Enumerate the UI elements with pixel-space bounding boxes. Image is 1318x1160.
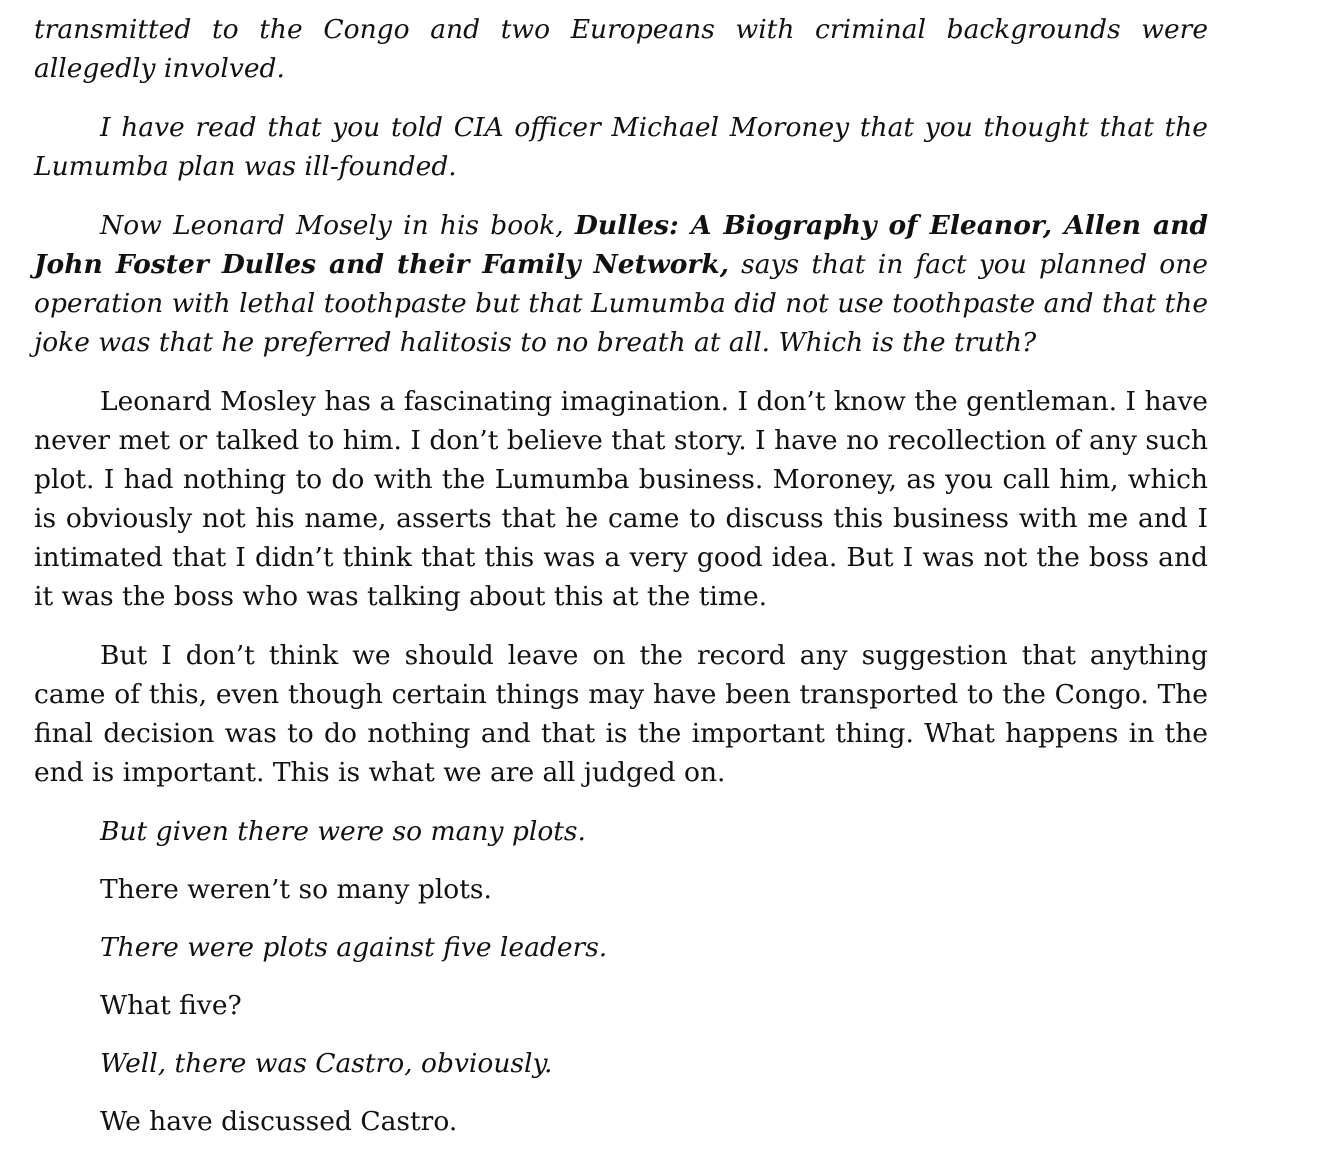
question-line-1: But given there were so many plots. bbox=[100, 816, 586, 847]
question-text-before-title: Now Leonard Mosely in his book, bbox=[100, 210, 575, 241]
answer-line-3: We have discussed Castro. bbox=[100, 1106, 458, 1137]
answer-line-2: What five? bbox=[100, 990, 242, 1021]
question-paragraph-2: I have read that you told CIA officer Michael Moroney that you thought that the Lumumba plan was ill-founded. bbox=[34, 112, 1208, 182]
question-line-2: There were plots against five leaders. bbox=[100, 932, 608, 963]
question-line-3: Well, there was Castro, obviously. bbox=[100, 1048, 553, 1079]
question-paragraph-3 bbox=[34, 206, 1208, 362]
question-text-after-title: says that in fact you planned one operation with lethal toothpaste but that Lumumba did not use toothpaste and that the joke was that he preferred halitosis to no breath at all. Which is the truth? bbox=[34, 249, 1208, 358]
answer-paragraph-2: But I don’t think we should leave on the record any suggestion that anything came of this, even though certain things may have been transported to the Congo. The final decision was to do nothing and that is the important thing. What happens in the end is important. This is what we are all judged on. bbox=[34, 640, 1208, 788]
question-paragraph-1: transmitted to the Congo and two Europeans with criminal backgrounds were allegedly involved. bbox=[34, 14, 1208, 84]
answer-paragraph-1: Leonard Mosley has a fascinating imagination. I don’t know the gentleman. I have never met or talked to him. I don’t believe that story. I have no recollection of any such plot. I had nothing to do with the Lumumba business. Moroney, as you call him, which is obviously not his name, asserts that he came to discuss this business with me and I intimated that I didn’t think that this was a very good idea. But I was not the boss and it was the boss who was talking about this at the time. bbox=[34, 386, 1208, 612]
document-page bbox=[34, 10, 1208, 1160]
answer-line-1: There weren’t so many plots. bbox=[100, 874, 492, 905]
book-title: Dulles: A Biography of Eleanor, Allen and John Foster Dulles and their Family Network, bbox=[34, 210, 1209, 280]
